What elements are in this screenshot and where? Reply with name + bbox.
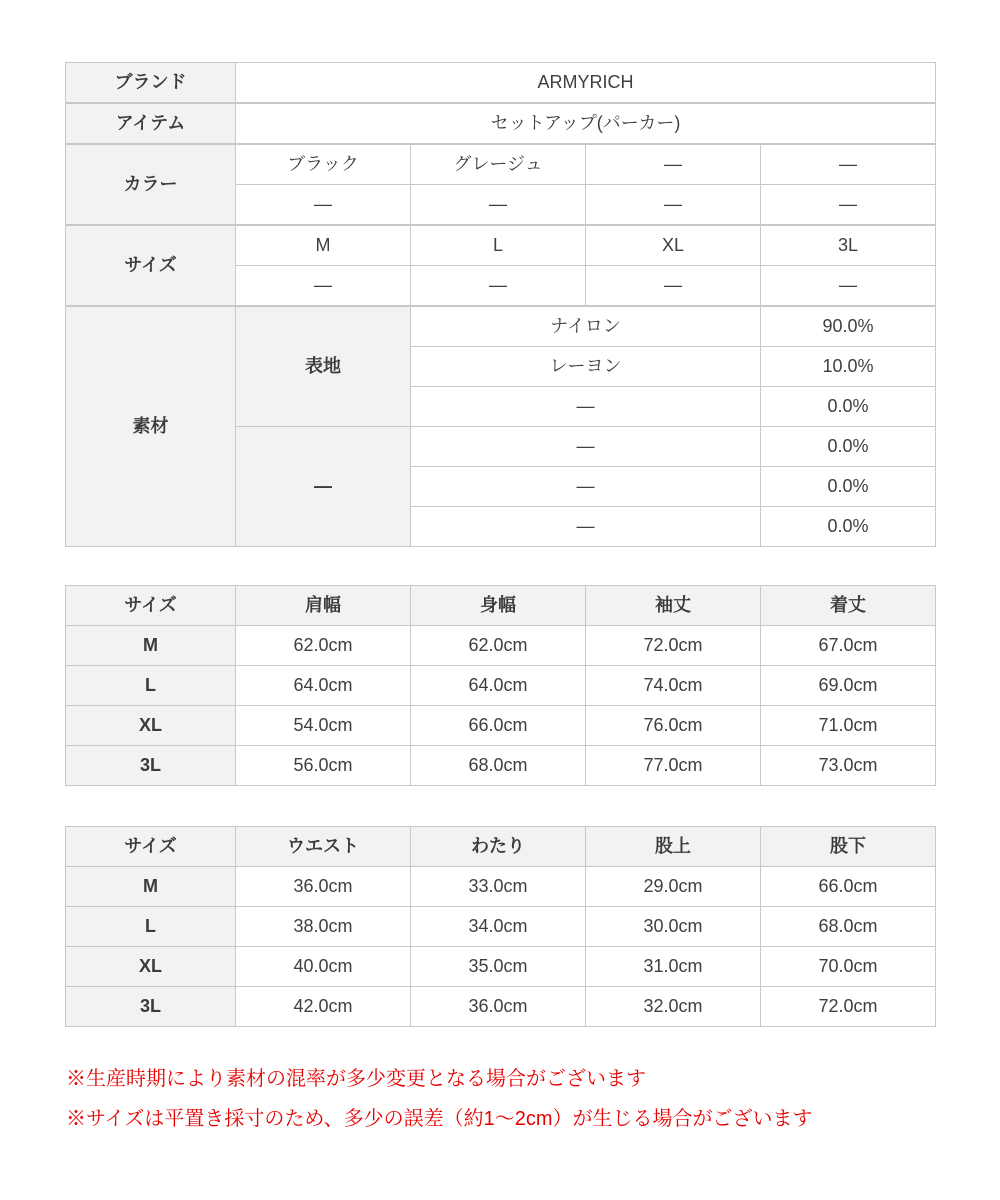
size-option-6: — [411, 266, 586, 307]
measurement-cell: 33.0cm [411, 867, 586, 907]
material-name: — [411, 507, 761, 547]
bottoms-size-table [65, 826, 936, 1027]
measurement-cell: 54.0cm [236, 706, 411, 746]
size-option-5: — [236, 266, 411, 307]
table-row [66, 706, 936, 746]
brand-label: ブランド [66, 63, 236, 104]
material-name: — [411, 387, 761, 427]
measurement-cell: 66.0cm [411, 706, 586, 746]
measurement-cell: 62.0cm [411, 626, 586, 666]
measurement-cell: 56.0cm [236, 746, 411, 786]
color-option-8: — [761, 185, 936, 226]
row-header: 3L [66, 746, 236, 786]
size-option-2: L [411, 225, 586, 266]
column-header: 股上 [586, 827, 761, 867]
material-name: — [411, 427, 761, 467]
size-option-7: — [586, 266, 761, 307]
measurement-cell: 76.0cm [586, 706, 761, 746]
material-pct: 0.0% [761, 387, 936, 427]
color-option-4: — [761, 144, 936, 185]
item-row [66, 103, 936, 144]
measurement-cell: 34.0cm [411, 907, 586, 947]
material-group-2-label: — [236, 427, 411, 547]
measurement-cell: 31.0cm [586, 947, 761, 987]
size-option-1: M [236, 225, 411, 266]
material-pct: 0.0% [761, 507, 936, 547]
measurement-cell: 64.0cm [411, 666, 586, 706]
measurement-cell: 77.0cm [586, 746, 761, 786]
column-header: わたり [411, 827, 586, 867]
row-header: L [66, 907, 236, 947]
color-option-2: グレージュ [411, 144, 586, 185]
color-label: カラー [66, 144, 236, 225]
measurement-cell: 72.0cm [761, 987, 936, 1027]
material-name: — [411, 467, 761, 507]
tops-size-table [65, 585, 936, 786]
size-option-4: 3L [761, 225, 936, 266]
measurement-cell: 74.0cm [586, 666, 761, 706]
table-row [66, 947, 936, 987]
row-header: L [66, 666, 236, 706]
measurement-cell: 68.0cm [411, 746, 586, 786]
disclaimer-notes [66, 1059, 1000, 1139]
material-pct: 10.0% [761, 347, 936, 387]
table-row [66, 867, 936, 907]
column-header: サイズ [66, 827, 236, 867]
measurement-cell: 71.0cm [761, 706, 936, 746]
size-label: サイズ [66, 225, 236, 306]
measurement-cell: 36.0cm [411, 987, 586, 1027]
table-row [66, 907, 936, 947]
measurement-cell: 36.0cm [236, 867, 411, 907]
column-header: 股下 [761, 827, 936, 867]
bottoms-header-row [66, 827, 936, 867]
column-header: サイズ [66, 586, 236, 626]
measurement-cell: 64.0cm [236, 666, 411, 706]
size-option-3: XL [586, 225, 761, 266]
measurement-cell: 62.0cm [236, 626, 411, 666]
column-header: 袖丈 [586, 586, 761, 626]
measurement-cell: 70.0cm [761, 947, 936, 987]
table-row [66, 987, 936, 1027]
column-header: 身幅 [411, 586, 586, 626]
material-pct: 0.0% [761, 427, 936, 467]
measurement-cell: 40.0cm [236, 947, 411, 987]
table-row [66, 666, 936, 706]
column-header: 着丈 [761, 586, 936, 626]
size-disclaimer-note: ※サイズは平置き採寸のため、多少の誤差（約1～2cm）が生じる場合がございます [66, 1108, 813, 1130]
measurement-cell: 72.0cm [586, 626, 761, 666]
column-header: 肩幅 [236, 586, 411, 626]
material-pct: 0.0% [761, 467, 936, 507]
material-name: レーヨン [411, 347, 761, 387]
material-row-1 [66, 306, 936, 347]
item-value: セットアップ(パーカー) [236, 103, 936, 144]
product-overview-table [65, 62, 936, 547]
color-option-3: — [586, 144, 761, 185]
tops-header-row [66, 586, 936, 626]
measurement-cell: 73.0cm [761, 746, 936, 786]
measurement-cell: 30.0cm [586, 907, 761, 947]
measurement-cell: 29.0cm [586, 867, 761, 907]
material-disclaimer-note: ※生産時期により素材の混率が多少変更となる場合がございます [66, 1068, 646, 1090]
measurement-cell: 35.0cm [411, 947, 586, 987]
measurement-cell: 38.0cm [236, 907, 411, 947]
size-option-8: — [761, 266, 936, 307]
row-header: M [66, 626, 236, 666]
item-label: アイテム [66, 103, 236, 144]
color-option-1: ブラック [236, 144, 411, 185]
color-option-5: — [236, 185, 411, 226]
color-option-6: — [411, 185, 586, 226]
measurement-cell: 42.0cm [236, 987, 411, 1027]
column-header: ウエスト [236, 827, 411, 867]
measurement-cell: 66.0cm [761, 867, 936, 907]
color-row-1 [66, 144, 936, 185]
measurement-cell: 68.0cm [761, 907, 936, 947]
table-row [66, 626, 936, 666]
measurement-cell: 32.0cm [586, 987, 761, 1027]
measurement-cell: 67.0cm [761, 626, 936, 666]
row-header: 3L [66, 987, 236, 1027]
row-header: XL [66, 706, 236, 746]
table-row [66, 746, 936, 786]
brand-value: ARMYRICH [236, 63, 936, 104]
brand-row [66, 63, 936, 104]
row-header: M [66, 867, 236, 907]
material-label: 素材 [66, 306, 236, 547]
material-pct: 90.0% [761, 306, 936, 347]
row-header: XL [66, 947, 236, 987]
material-name: ナイロン [411, 306, 761, 347]
size-row-1 [66, 225, 936, 266]
measurement-cell: 69.0cm [761, 666, 936, 706]
color-option-7: — [586, 185, 761, 226]
material-group-1-label: 表地 [236, 306, 411, 427]
